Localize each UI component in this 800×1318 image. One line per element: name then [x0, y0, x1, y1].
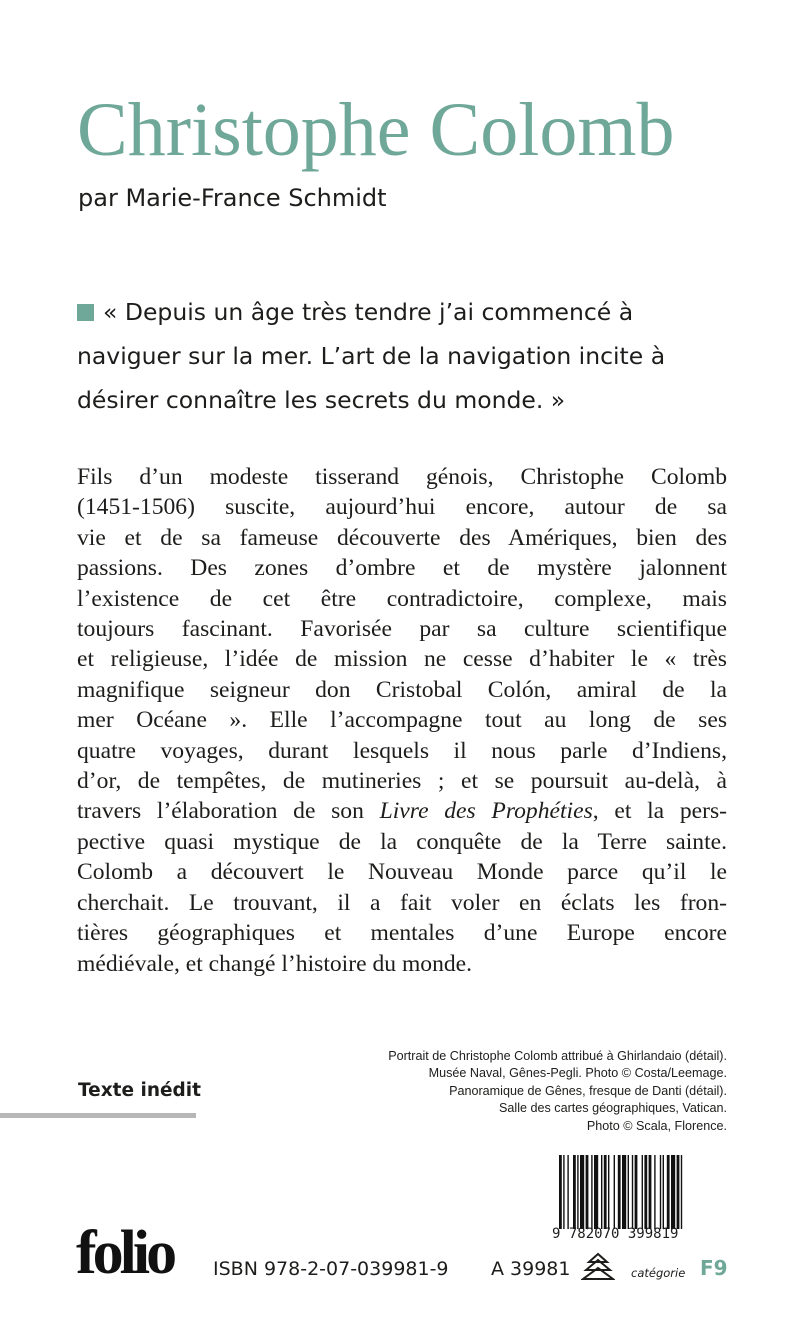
barcode-bar	[608, 1155, 609, 1229]
credit-line: Salle des cartes géographiques, Vatican.	[499, 1101, 727, 1116]
book-author: par Marie-France Schmidt	[78, 184, 387, 212]
barcode-bar	[618, 1155, 621, 1229]
barcode-number: 9 782070 399819	[552, 1226, 679, 1242]
label-underline	[0, 1113, 196, 1118]
image-credits	[388, 1048, 727, 1135]
credit-line: Panoramique de Gênes, fresque de Danti (détail).	[449, 1083, 727, 1098]
blurb-line: magnifique seigneur don Cristobal Colón, amiral de la	[77, 676, 727, 703]
barcode-bar	[594, 1155, 598, 1229]
pull-quote	[77, 290, 737, 422]
barcode-bar	[601, 1155, 602, 1229]
isbn: ISBN 978-2-07-039981-9	[213, 1258, 449, 1280]
barcode-bar	[567, 1155, 568, 1229]
barcode-bar	[622, 1155, 626, 1229]
pull-quote-text: « Depuis un âge très tendre j’ai commencé à naviguer sur la mer. L’art de la navigation incite à désirer connaître les secrets du monde. »	[77, 298, 666, 414]
barcode-bar	[642, 1155, 643, 1229]
category-code: F9	[700, 1256, 728, 1280]
barcode-bar	[649, 1155, 652, 1229]
blurb-line: cherchait. Le trouvant, il a fait voler en éclats les fron-	[77, 889, 727, 916]
barcode-bar	[604, 1155, 607, 1229]
barcode-bar	[580, 1155, 584, 1229]
blurb-line: Fils d’un modeste tisserand génois, Christophe Colomb	[77, 464, 727, 490]
blurb-line: et religieuse, l’idée de mission ne cesse d’habiter le « très	[77, 646, 727, 673]
blurb-line: (1451-1506) suscite, aujourd’hui encore, autour de sa	[77, 494, 727, 521]
barcode-bar	[632, 1155, 633, 1229]
blurb-line	[77, 796, 727, 826]
blurb-line: passions. Des zones d’ombre et de mystère jalonnent	[77, 555, 727, 582]
blurb-line-start: travers l’élaboration de son	[77, 798, 380, 825]
barcode-bar	[586, 1155, 589, 1229]
barcode-bar	[671, 1155, 675, 1229]
book-title-italic: Livre des Prophéties	[379, 798, 593, 825]
blurb-line: médiévale, et changé l’histoire du monde.	[77, 950, 473, 977]
category-label: catégorie	[631, 1266, 686, 1280]
blurb-line: d’or, de tempêtes, de mutineries ; et se poursuit au-delà, à	[77, 768, 727, 795]
blurb-line: mer Océane ». Elle l’accompagne tout au long de ses	[77, 707, 727, 734]
barcode-bar	[660, 1155, 661, 1229]
barcode-bar	[663, 1155, 664, 1229]
pine-tree-emblem-icon	[581, 1252, 615, 1282]
blurb-line-end: , et la pers-	[592, 798, 727, 825]
barcode-bar	[577, 1155, 578, 1229]
blurb-line: toujours fascinant. Favorisée par sa culture scientifique	[77, 616, 727, 643]
blurb-line: pective quasi mystique de la conquête de la Terre sainte.	[77, 828, 727, 855]
barcode-bar	[667, 1155, 670, 1229]
barcode-bar	[628, 1155, 629, 1229]
barcode-bar	[559, 1155, 562, 1229]
edition-label: Texte inédit	[78, 1080, 201, 1101]
blurb-line: quatre voyages, durant lesquels il nous parle d’Indiens,	[77, 737, 727, 764]
quote-square-icon	[77, 304, 94, 321]
blurb-line: tières géographiques et mentales d’une Europe encore	[77, 920, 727, 947]
barcode-bar	[644, 1155, 647, 1229]
barcode-bar	[681, 1155, 682, 1229]
blurb-line: Colomb a découvert le Nouveau Monde parce qu’il le	[77, 859, 727, 886]
blurb	[77, 462, 727, 979]
credit-line: Photo © Scala, Florence.	[586, 1118, 727, 1133]
barcode	[559, 1155, 727, 1229]
barcode-bar	[614, 1155, 615, 1229]
credit-line: Musée Naval, Gênes-Pegli. Photo © Costa/Leemage.	[428, 1066, 727, 1081]
book-title: Christophe Colomb	[77, 88, 675, 172]
folio-logo: folio	[76, 1219, 174, 1287]
barcode-bar	[591, 1155, 592, 1229]
catalog-code: A 39981	[491, 1258, 571, 1280]
barcode-bar	[635, 1155, 638, 1229]
barcode-bar	[677, 1155, 680, 1229]
blurb-line: vie et de sa fameuse découverte des Amériques, bien des	[77, 524, 727, 551]
barcode-bar	[573, 1155, 576, 1229]
blurb-line: l’existence de cet être contradictoire, complexe, mais	[77, 585, 727, 612]
credit-line: Portrait de Christophe Colomb attribué à Ghirlandaio (détail).	[388, 1049, 727, 1063]
barcode-bar	[563, 1155, 564, 1229]
barcode-bar	[654, 1155, 655, 1229]
